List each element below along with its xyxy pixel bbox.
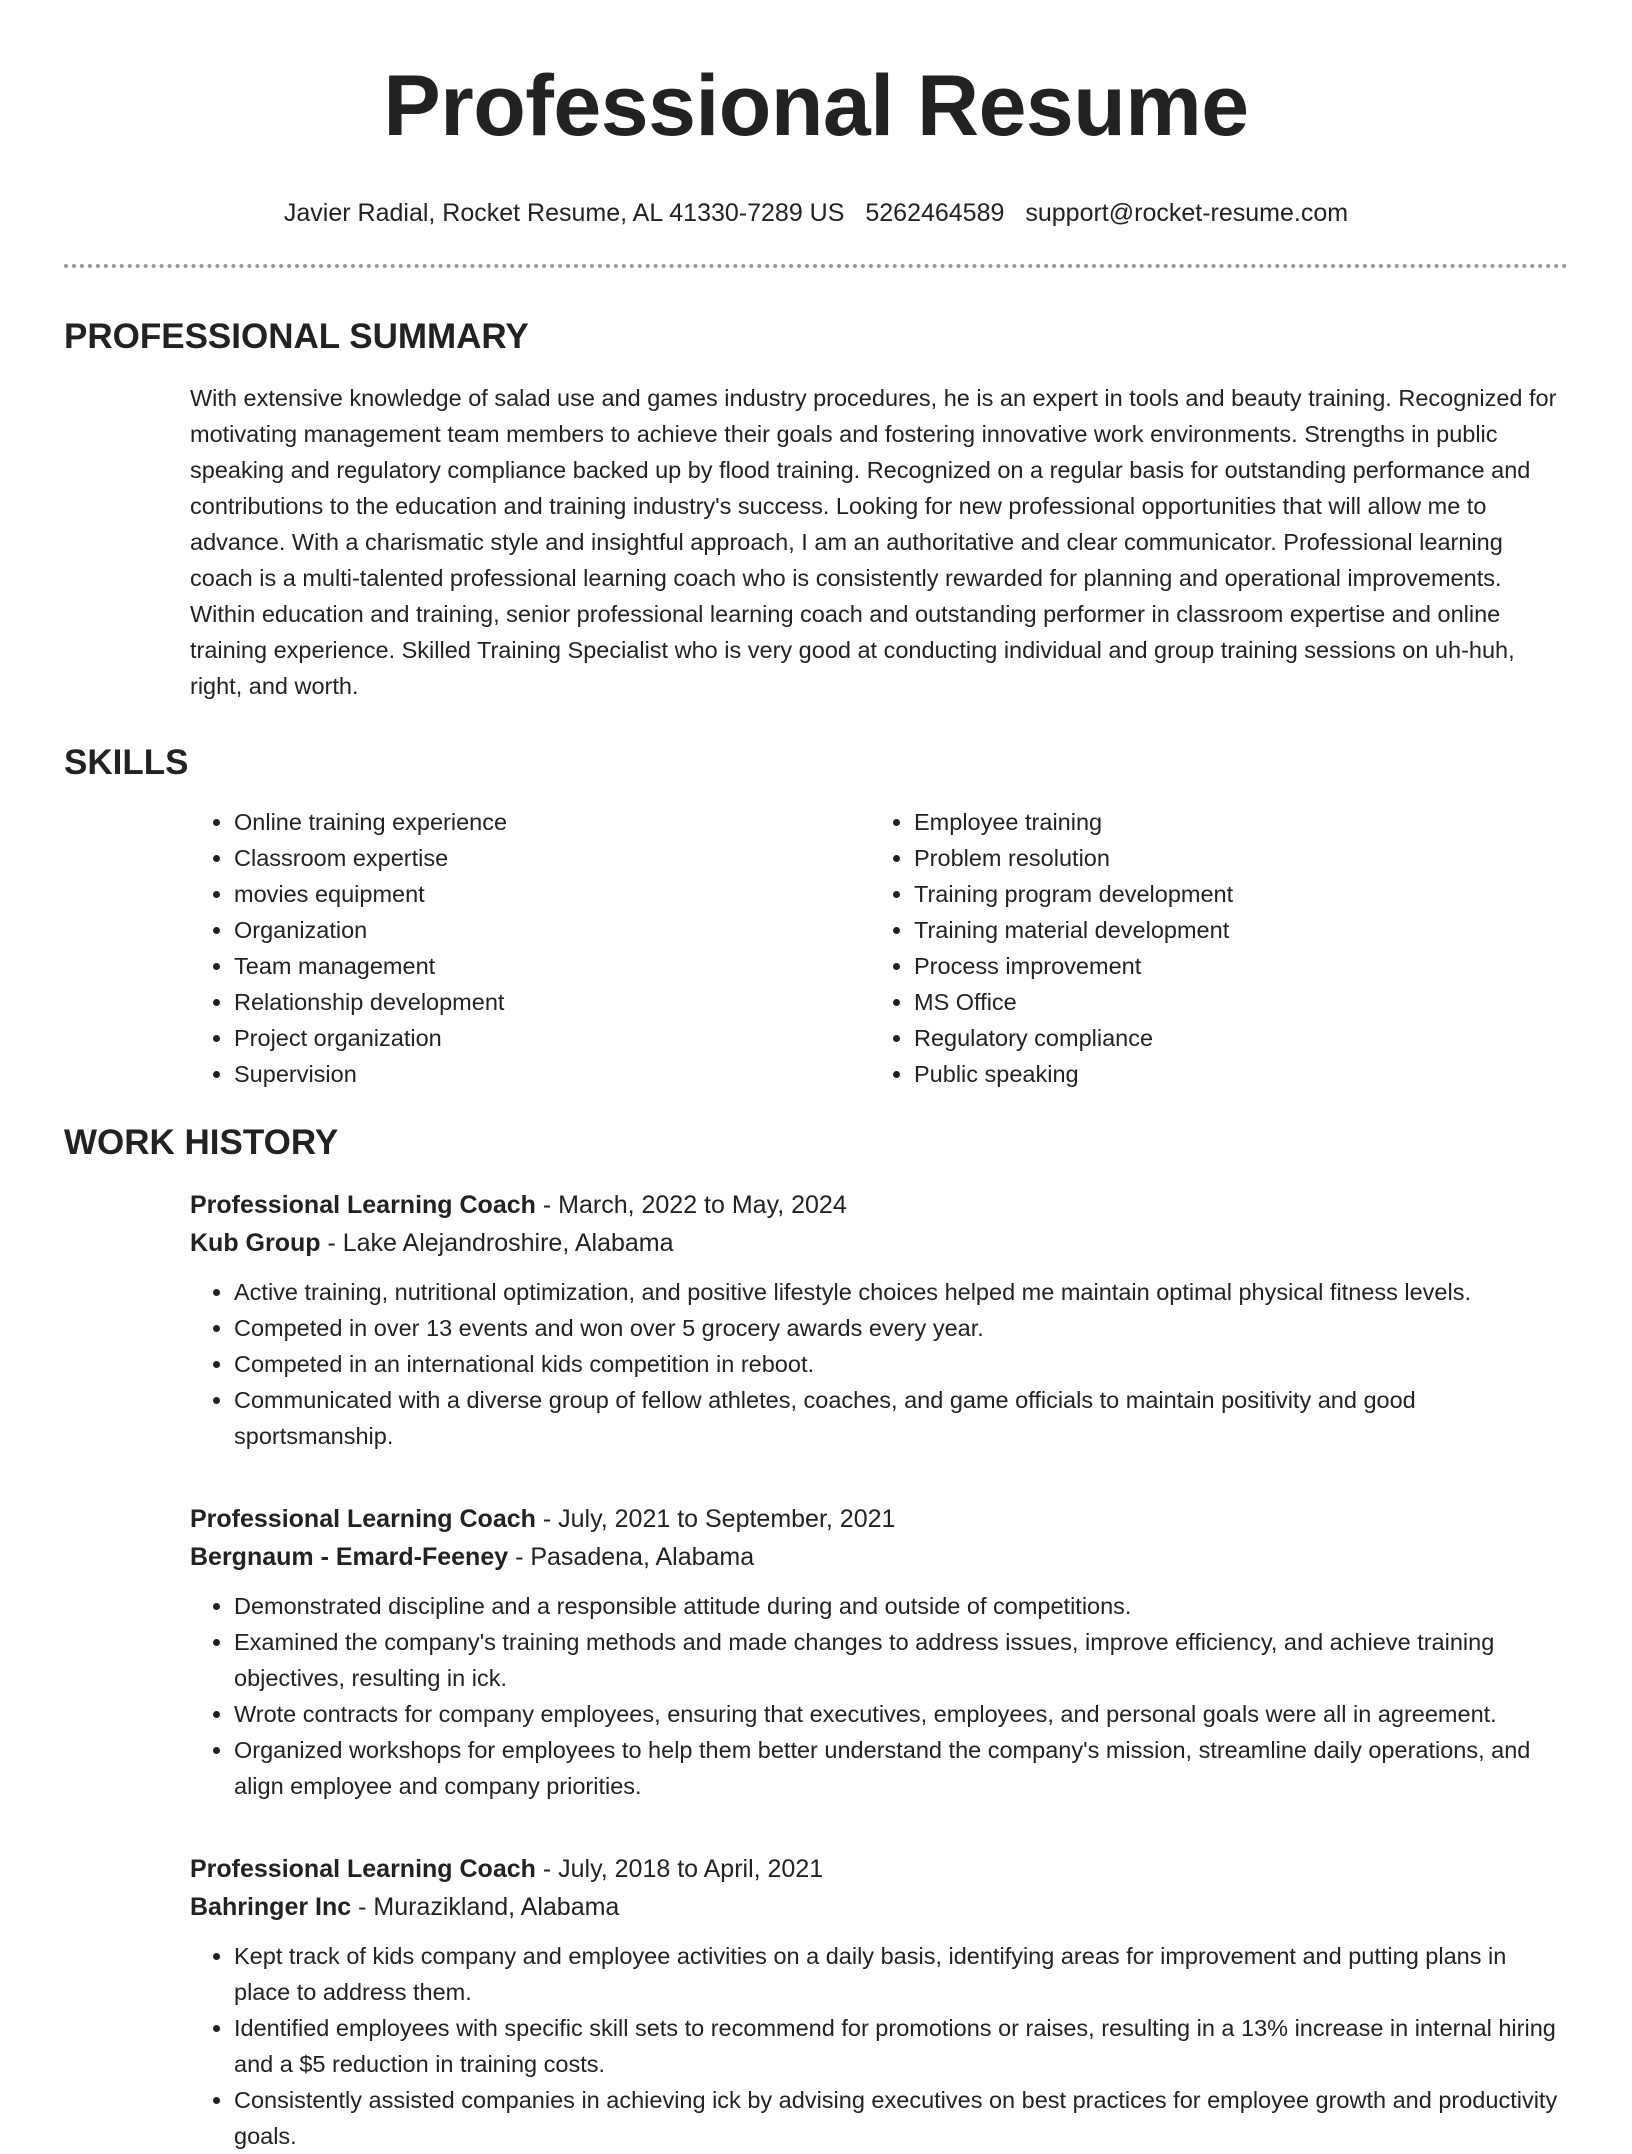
skills-column-right xyxy=(870,804,1550,1092)
job-dates: - March, 2022 to May, 2024 xyxy=(535,1191,847,1219)
job-location: - Pasadena, Alabama xyxy=(508,1543,755,1571)
skill-item: • Problem resolution xyxy=(914,840,1550,876)
job-bullets xyxy=(190,1274,1568,1454)
job-company-line xyxy=(190,1538,1568,1576)
skill-item: • movies equipment xyxy=(234,876,870,912)
job-title-line xyxy=(190,1850,1568,1888)
job-bullet: • Consistently assisted companies in achieving ick by advising executives on best practices for employee growth and productivity goals. xyxy=(234,2082,1568,2154)
job-company: Bergnaum - Emard-Feeney xyxy=(190,1543,509,1571)
job-company-line xyxy=(190,1224,1568,1262)
job-entry xyxy=(190,1500,1568,1804)
work-history-heading: WORK HISTORY xyxy=(64,1123,339,1162)
job-bullet: • Communicated with a diverse group of fellow athletes, coaches, and game officials to maintain positivity and good sportsmanship. xyxy=(234,1382,1568,1454)
job-bullet: • Kept track of kids company and employee activities on a daily basis, identifying areas for improvement and putting plans in place to address them. xyxy=(234,1938,1568,2010)
job-bullet: • Wrote contracts for company employees, ensuring that executives, employees, and personal goals were all in agreement. xyxy=(234,1696,1568,1732)
contact-address: Javier Radial, Rocket Resume, AL 41330-7289 US xyxy=(283,199,845,227)
job-title: Professional Learning Coach xyxy=(190,1191,536,1219)
job-bullet: • Competed in an international kids competition in reboot. xyxy=(234,1346,1568,1382)
job-entry xyxy=(190,1850,1568,2154)
job-title-line xyxy=(190,1500,1568,1538)
job-bullet: • Organized workshops for employees to help them better understand the company's mission, streamline daily operations, and align employee and company priorities. xyxy=(234,1732,1568,1804)
summary-text: With extensive knowledge of salad use and games industry procedures, he is an expert in tools and beauty training. Recognized for motivating management team members to achieve their goals and fostering innovative work environments. Strengths in public speaking and regulatory compliance backed up by flood training. Recognized on a regular basis for outstanding performance and contributions to the education and training industry's success. Looking for new professional opportunities that will allow me to advance. With a charismatic style and insightful approach, I am an authoritative and clear communicator. Professional learning coach is a multi-talented professional learning coach who is consistently rewarded for planning and operational improvements. Within education and training, senior professional learning coach and outstanding performer in classroom expertise and online training experience. Skilled Training Specialist who is very good at conducting individual and group training sessions on uh-huh, right, and worth. xyxy=(190,385,1557,699)
job-bullets xyxy=(190,1938,1568,2154)
job-entry xyxy=(190,1186,1568,1454)
contact-line xyxy=(64,198,1568,228)
job-dates: - July, 2018 to April, 2021 xyxy=(535,1855,824,1883)
job-title: Professional Learning Coach xyxy=(190,1855,536,1883)
job-bullet: • Examined the company's training methods and made changes to address issues, improve efficiency, and achieve training objectives, resulting in ick. xyxy=(234,1624,1568,1696)
job-bullet: • Active training, nutritional optimization, and positive lifestyle choices helped me maintain optimal physical fitness levels. xyxy=(234,1274,1568,1310)
skill-item: • Regulatory compliance xyxy=(914,1020,1550,1056)
skill-item: • Training material development xyxy=(914,912,1550,948)
job-location: - Murazikland, Alabama xyxy=(351,1893,620,1921)
job-company: Kub Group xyxy=(190,1229,321,1257)
skill-item: • Employee training xyxy=(914,804,1550,840)
job-company: Bahringer Inc xyxy=(190,1893,352,1921)
skill-item: • Organization xyxy=(234,912,870,948)
job-bullets xyxy=(190,1588,1568,1804)
skill-item: • Process improvement xyxy=(914,948,1550,984)
skill-item: • Online training experience xyxy=(234,804,870,840)
job-location: - Lake Alejandroshire, Alabama xyxy=(320,1229,674,1257)
job-bullet: • Identified employees with specific skill sets to recommend for promotions or raises, resulting in a 13% increase in internal hiring and a $5 reduction in training costs. xyxy=(234,2010,1568,2082)
job-title-line xyxy=(190,1186,1568,1224)
contact-phone: 5262464589 xyxy=(865,199,1005,227)
skill-item: • Project organization xyxy=(234,1020,870,1056)
summary-heading: PROFESSIONAL SUMMARY xyxy=(64,317,529,356)
skills-heading: SKILLS xyxy=(64,743,189,782)
skill-item: • Public speaking xyxy=(914,1056,1550,1092)
skill-item: • Supervision xyxy=(234,1056,870,1092)
skill-item: • Team management xyxy=(234,948,870,984)
job-title: Professional Learning Coach xyxy=(190,1505,536,1533)
skill-item: • Training program development xyxy=(914,876,1550,912)
skills-column-left xyxy=(190,804,870,1092)
job-company-line xyxy=(190,1888,1568,1926)
skill-item: • Classroom expertise xyxy=(234,840,870,876)
header-divider xyxy=(64,264,1568,268)
job-dates: - July, 2021 to September, 2021 xyxy=(535,1505,896,1533)
job-bullet: • Demonstrated discipline and a responsible attitude during and outside of competitions. xyxy=(234,1588,1568,1624)
contact-email: support@rocket-resume.com xyxy=(1025,199,1349,227)
job-bullet: • Competed in over 13 events and won over 5 grocery awards every year. xyxy=(234,1310,1568,1346)
skill-item: • MS Office xyxy=(914,984,1550,1020)
skill-item: • Relationship development xyxy=(234,984,870,1020)
skills-grid xyxy=(190,804,1568,1092)
page-title: Professional Resume xyxy=(383,58,1249,154)
